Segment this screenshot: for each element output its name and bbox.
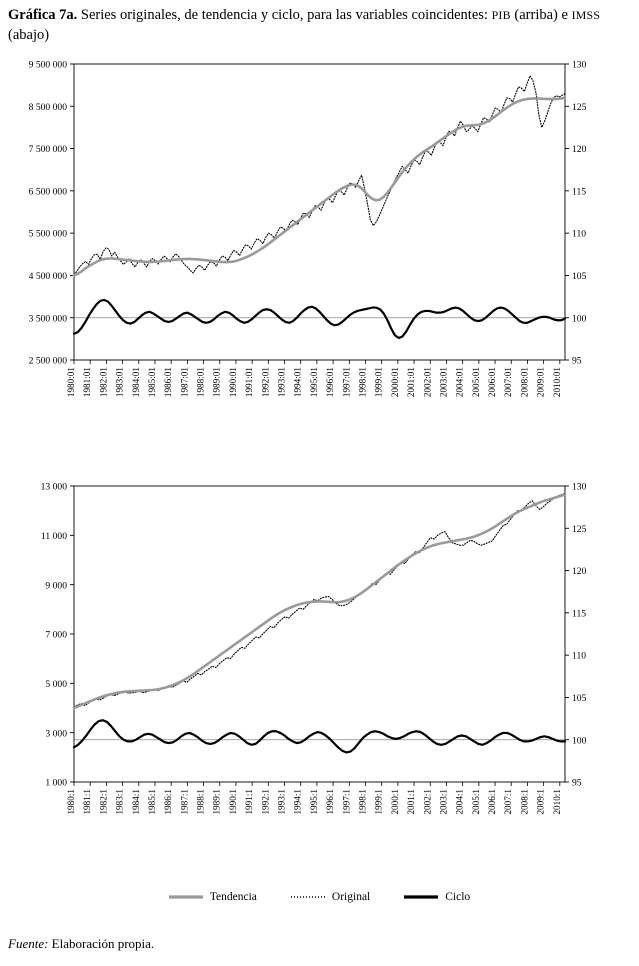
left-axis-tick-label: 11 000: [40, 530, 67, 542]
left-axis-tick-label: 3 000: [45, 728, 67, 740]
x-axis-tick-label: 2003:01: [438, 367, 449, 398]
plot-frame: [74, 64, 565, 360]
x-axis-tick-label: 1985:01: [146, 367, 157, 398]
x-axis-tick-label: 1980:01: [66, 367, 76, 398]
series-tendencia: [74, 98, 565, 276]
x-axis-tick-label: 1989:01: [211, 367, 222, 398]
x-axis-tick-label: 2000:01: [389, 367, 400, 398]
x-axis-tick-label: 1999:01: [373, 367, 384, 398]
x-axis-tick-label: 1991:1: [244, 789, 255, 815]
x-axis-tick-label: 1984:01: [130, 367, 141, 398]
left-axis-tick-label: 3 500 000: [28, 313, 67, 325]
right-axis-tick-label: 115: [572, 608, 587, 620]
right-axis-tick-label: 100: [572, 735, 587, 747]
x-axis-tick-label: 2004:1: [454, 789, 465, 815]
legend-label-tendencia: Tendencia: [209, 891, 257, 903]
x-axis-tick-label: 2002:01: [422, 367, 433, 398]
x-axis-tick-label: 2008:01: [519, 367, 530, 398]
right-axis-tick-label: 95: [572, 777, 582, 789]
x-axis-tick-label: 1994:01: [292, 367, 303, 398]
x-axis-tick-label: 2010:1: [551, 789, 562, 815]
x-axis-tick-label: 1998:1: [357, 789, 368, 815]
x-axis-tick-label: 1982:1: [98, 789, 109, 815]
caption-text-3: (abajo): [8, 26, 50, 43]
left-axis-tick-label: 5 500 000: [28, 228, 67, 240]
x-axis-tick-label: 2000:1: [389, 789, 400, 815]
right-axis-tick-label: 125: [572, 101, 587, 113]
x-axis-tick-label: 2007:1: [503, 789, 514, 815]
series-ciclo: [74, 720, 565, 752]
plot-area: [29, 60, 587, 398]
right-axis-tick-label: 105: [572, 271, 587, 283]
legend-swatch-ciclo: [404, 892, 438, 902]
left-axis-tick-label: 8 500 000: [28, 101, 67, 113]
x-axis-tick-label: 1998:01: [357, 367, 368, 398]
x-axis-tick-label: 1997:1: [341, 789, 352, 815]
legend-swatch-original: [291, 892, 325, 902]
left-axis-tick-label: 7 500 000: [28, 144, 67, 156]
right-axis-tick-label: 125: [572, 523, 587, 535]
x-axis-tick-label: 1988:1: [195, 789, 206, 815]
legend-label-original: Original: [331, 891, 371, 903]
x-axis-tick-label: 1992:1: [260, 789, 271, 815]
figure-caption: [8, 6, 608, 45]
chart-pib-svg: [0, 58, 639, 448]
caption-text-1: Series originales, de tendencia y ciclo, para las variables coincidentes:: [77, 7, 492, 23]
legend-swatch-tendencia: [169, 892, 203, 902]
left-axis-tick-label: 7 000: [45, 629, 67, 641]
left-axis-tick-label: 5 000: [45, 678, 67, 690]
x-axis-tick-label: 1995:1: [308, 789, 319, 815]
right-axis-tick-label: 130: [572, 481, 587, 493]
x-axis-tick-label: 1986:01: [163, 367, 174, 398]
legend-label-ciclo: Ciclo: [445, 891, 471, 903]
x-axis-tick-label: 2002:1: [422, 789, 433, 815]
x-axis-tick-label: 1996:1: [325, 789, 336, 815]
x-axis-tick-label: 1986:1: [163, 789, 174, 815]
source-label: Fuente:: [8, 936, 49, 951]
left-axis-tick-label: 2 500 000: [28, 355, 67, 367]
right-axis-tick-label: 110: [572, 650, 587, 662]
x-axis-tick-label: 1990:01: [227, 367, 238, 398]
plot-area: [41, 482, 587, 815]
x-axis-tick-label: 1993:1: [276, 789, 287, 815]
x-axis-tick-label: 1981:01: [82, 367, 93, 398]
left-axis-tick-label: 4 500 000: [28, 271, 67, 283]
legend-item-original: [291, 891, 370, 903]
x-axis-tick-label: 1995:01: [308, 367, 319, 398]
x-axis-tick-label: 1994:1: [292, 789, 303, 815]
chart-imss-svg: [0, 480, 639, 870]
legend-item-tendencia: [169, 891, 257, 903]
x-axis-tick-label: 2005:1: [470, 789, 481, 815]
figure-source: [8, 936, 154, 952]
chart-pib: [0, 58, 639, 448]
right-axis-tick-label: 115: [572, 186, 587, 198]
x-axis-tick-label: 1987:01: [179, 367, 190, 398]
x-axis-tick-label: 1980:1: [66, 789, 76, 815]
x-axis-tick-label: 1997:01: [341, 367, 352, 398]
x-axis-tick-label: 1999:1: [373, 789, 384, 815]
x-axis-tick-label: 1982:01: [98, 367, 109, 398]
chart-imss: [0, 480, 639, 870]
left-axis-tick-label: 1 000: [45, 777, 67, 789]
x-axis-tick-label: 1989:1: [211, 789, 222, 815]
x-axis-tick-label: 1993:01: [276, 367, 287, 398]
chart-legend: [0, 886, 639, 908]
x-axis-tick-label: 1988:01: [195, 367, 206, 398]
x-axis-tick-label: 2003:1: [438, 789, 449, 815]
right-axis-tick-label: 100: [572, 313, 587, 325]
plot-frame: [74, 486, 565, 782]
x-axis-tick-label: 1984:1: [130, 789, 141, 815]
source-text: Elaboración propia.: [48, 936, 155, 951]
x-axis-tick-label: 2009:1: [535, 789, 546, 815]
x-axis-tick-label: 2001:01: [406, 367, 417, 398]
x-axis-tick-label: 2005:01: [470, 367, 481, 398]
right-axis-tick-label: 105: [572, 693, 587, 705]
x-axis-tick-label: 2006:1: [487, 789, 498, 815]
left-axis-tick-label: 6 500 000: [28, 186, 67, 198]
x-axis-tick-label: 2006:01: [487, 367, 498, 398]
series-original: [74, 493, 565, 706]
series-tendencia: [74, 495, 565, 708]
left-axis-tick-label: 9 500 000: [28, 59, 67, 71]
right-axis-tick-label: 95: [572, 355, 582, 367]
x-axis-tick-label: 2007:01: [503, 367, 514, 398]
left-axis-tick-label: 9 000: [45, 580, 67, 592]
caption-smallcaps-pib: PIB: [491, 8, 511, 22]
right-axis-tick-label: 130: [572, 59, 587, 71]
x-axis-tick-label: 2001:1: [406, 789, 417, 815]
right-axis-tick-label: 120: [572, 144, 587, 156]
series-ciclo: [74, 300, 565, 338]
x-axis-tick-label: 1992:01: [260, 367, 271, 398]
x-axis-tick-label: 2010:01: [551, 367, 562, 398]
x-axis-tick-label: 2009:01: [535, 367, 546, 398]
right-axis-tick-label: 110: [572, 228, 587, 240]
x-axis-tick-label: 1996:01: [325, 367, 336, 398]
caption-lead: Gráfica 7a.: [8, 7, 78, 23]
series-original: [74, 76, 565, 275]
right-axis-tick-label: 120: [572, 566, 587, 578]
x-axis-tick-label: 1985:1: [146, 789, 157, 815]
legend-item-ciclo: [404, 891, 470, 903]
x-axis-tick-label: 1990:1: [227, 789, 238, 815]
x-axis-tick-label: 2004:01: [454, 367, 465, 398]
x-axis-tick-label: 1983:01: [114, 367, 125, 398]
left-axis-tick-label: 13 000: [40, 481, 67, 493]
caption-text-2: (arriba) e: [510, 7, 572, 23]
x-axis-tick-label: 1991:01: [244, 367, 255, 398]
caption-smallcaps-imss: IMSS: [571, 8, 601, 22]
x-axis-tick-label: 1983:1: [114, 789, 125, 815]
x-axis-tick-label: 1981:1: [82, 789, 93, 815]
x-axis-tick-label: 2008:1: [519, 789, 530, 815]
x-axis-tick-label: 1987:1: [179, 789, 190, 815]
